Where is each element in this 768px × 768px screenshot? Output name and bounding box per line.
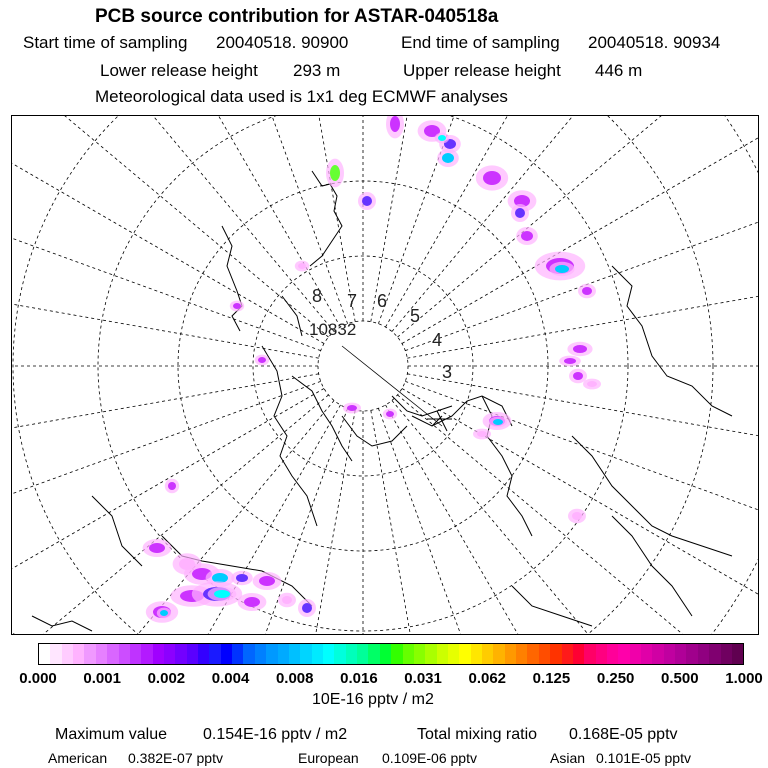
hotspot	[515, 208, 525, 218]
hotspot	[582, 287, 592, 295]
color-scale-cell	[312, 644, 323, 664]
color-scale-cell	[300, 644, 311, 664]
color-scale-cell	[278, 644, 289, 664]
pole-label: 5	[410, 306, 421, 326]
color-scale-cell	[709, 644, 720, 664]
pole-label: 4	[432, 330, 443, 350]
color-scale-cell	[414, 644, 425, 664]
color-scale-cell	[232, 644, 243, 664]
meridian-line	[12, 116, 324, 344]
meridian-line	[378, 408, 602, 635]
color-scale-cell	[403, 644, 414, 664]
hotspot	[573, 372, 583, 380]
meridian-line	[12, 116, 329, 337]
color-scale-tick-label: 0.125	[532, 670, 571, 687]
color-scale-cell	[596, 644, 607, 664]
color-scale-cell	[550, 644, 561, 664]
pole-label: 3	[442, 362, 453, 382]
meridian-line	[371, 116, 485, 322]
max-value: 0.154E-16 pptv / m2	[203, 726, 348, 743]
color-scale-cell	[641, 644, 652, 664]
hotspot	[442, 153, 454, 163]
color-scale-cell	[175, 644, 186, 664]
pole-label: 8	[312, 286, 323, 306]
color-scale-cell	[107, 644, 118, 664]
color-scale-bar	[38, 643, 744, 665]
meridian-line	[12, 374, 319, 488]
upper-release-value: 446 m	[595, 61, 643, 80]
color-scale-cell	[39, 644, 50, 664]
meridian-line	[12, 244, 319, 358]
polar-map	[11, 115, 759, 635]
color-scale-cell	[323, 644, 334, 664]
color-scale-cell	[153, 644, 164, 664]
hotspot	[298, 263, 306, 269]
lower-release-value: 293 m	[293, 61, 341, 80]
chart-title: PCB source contribution for ASTAR-040518a	[95, 6, 499, 27]
lower-release-label: Lower release height	[100, 61, 258, 80]
color-scale-cell	[357, 644, 368, 664]
upper-release-label: Upper release height	[403, 61, 561, 80]
hotspot	[347, 405, 357, 411]
start-time-value: 20040518. 90900	[216, 33, 349, 52]
color-scale-cell	[721, 644, 732, 664]
color-scale-cell	[62, 644, 73, 664]
color-scale-cell	[266, 644, 277, 664]
meridian-line	[386, 116, 714, 327]
meridian-line	[386, 405, 714, 635]
color-scale-cell	[141, 644, 152, 664]
color-scale-cell	[368, 644, 379, 664]
color-scale-cell	[698, 644, 709, 664]
hotspot	[362, 196, 372, 206]
hotspot	[477, 431, 487, 437]
color-scale-tick-label: 0.250	[596, 670, 635, 687]
color-scale-cell	[584, 644, 595, 664]
color-scale-cell	[516, 644, 527, 664]
color-scale-tick-label: 1.000	[725, 670, 763, 687]
color-scale-cell	[652, 644, 663, 664]
european-label: European	[298, 750, 359, 766]
meridian-line	[405, 381, 759, 605]
graticule	[12, 116, 759, 635]
color-scale-cell	[289, 644, 300, 664]
meridian-line	[407, 374, 759, 488]
color-scale-cell	[732, 644, 743, 664]
color-scale-tick-label: 0.001	[83, 670, 121, 687]
american-label: American	[48, 750, 108, 766]
total-mixing-label: Total mixing ratio	[417, 726, 538, 743]
color-scale-cell	[187, 644, 198, 664]
color-scale-cell	[607, 644, 618, 664]
meridian-line	[12, 116, 334, 332]
start-time-label: Start time of sampling	[23, 33, 188, 52]
hotspot	[160, 610, 168, 616]
hotspot	[555, 265, 569, 273]
color-scale-cell	[346, 644, 357, 664]
color-scale-cell	[198, 644, 209, 664]
max-value-label: Maximum value	[55, 726, 168, 743]
coastlines	[32, 171, 732, 631]
color-scale-tick-label: 0.004	[211, 670, 250, 687]
met-data-line: Meteorological data used is 1x1 deg ECMWF analyses	[95, 87, 508, 106]
color-scale-cell	[209, 644, 220, 664]
american-value: 0.382E-07 pptv	[128, 750, 223, 766]
color-scale-cell	[675, 644, 686, 664]
asian-label: Asian	[550, 750, 586, 766]
hotspot	[233, 303, 241, 309]
color-scale-cell	[84, 644, 95, 664]
color-scale-cell	[482, 644, 493, 664]
meridian-line	[13, 116, 341, 327]
hotspot	[168, 482, 176, 490]
color-scale-cell	[391, 644, 402, 664]
asian-value: 0.101E-05 pptv	[596, 750, 691, 766]
color-scale-cell	[471, 644, 482, 664]
color-scale-cell	[50, 644, 61, 664]
color-scale-cell	[664, 644, 675, 664]
color-scale-tick-label: 0.031	[404, 670, 442, 687]
hotspot	[493, 419, 503, 425]
hotspot	[236, 574, 248, 582]
color-scale-units: 10E-16 pptv / m2	[312, 691, 434, 708]
color-scale-cell	[380, 644, 391, 664]
color-scale-cell	[334, 644, 345, 664]
color-scale-cell	[243, 644, 254, 664]
end-time-value: 20040518. 90934	[588, 33, 721, 52]
hotspot	[521, 231, 533, 241]
pole-label: 6	[377, 291, 388, 311]
color-scale-cell	[618, 644, 629, 664]
european-value: 0.109E-06 pptv	[382, 750, 477, 766]
hotspot	[214, 590, 230, 598]
color-scale-cell	[459, 644, 470, 664]
total-mixing-value: 0.168E-05 pptv	[569, 726, 678, 743]
hotspot	[564, 358, 576, 364]
color-scale-cell	[573, 644, 584, 664]
color-scale-cell	[164, 644, 175, 664]
hotspot	[302, 603, 312, 613]
color-scale-cell	[73, 644, 84, 664]
color-scale-cell	[255, 644, 266, 664]
color-scale-cell	[96, 644, 107, 664]
color-scale-cell	[130, 644, 141, 664]
hotspot	[282, 596, 292, 604]
hotspot	[259, 576, 275, 586]
color-scale-tick-label: 0.002	[147, 670, 186, 687]
meridian-line	[371, 410, 485, 635]
hotspot	[573, 345, 587, 353]
color-scale-cell	[425, 644, 436, 664]
color-scale-cell	[221, 644, 232, 664]
color-scale-cell	[448, 644, 459, 664]
color-scale-tick-label: 0.500	[661, 670, 699, 687]
hotspot	[390, 116, 400, 132]
color-scale-cell	[686, 644, 697, 664]
hotspot	[572, 512, 582, 520]
hotspot	[330, 165, 340, 181]
hotspot	[438, 135, 446, 141]
color-scale-cell	[527, 644, 538, 664]
pole-labels	[309, 286, 452, 382]
color-scale-cell	[437, 644, 448, 664]
color-scale-cell	[505, 644, 516, 664]
hotspot	[386, 411, 394, 417]
hotspot	[244, 597, 260, 607]
color-scale-tick-label: 0.062	[468, 670, 507, 687]
hotspot	[587, 381, 597, 387]
hotspot	[258, 357, 266, 363]
color-scale-tick-label: 0.000	[19, 670, 57, 687]
color-scale-cell	[539, 644, 550, 664]
hotspot	[149, 543, 165, 553]
color-scale-cell	[119, 644, 130, 664]
color-scale-tick-label: 0.008	[275, 670, 314, 687]
color-scale-cell	[562, 644, 573, 664]
meridian-line	[12, 127, 321, 351]
pole-overlap-text: 10832	[309, 320, 357, 339]
color-scale-cell	[493, 644, 504, 664]
hotspot	[483, 171, 501, 185]
pole-label: 7	[347, 291, 358, 311]
color-scale-tick-label: 0.016	[340, 670, 378, 687]
color-scale-cell	[630, 644, 641, 664]
end-time-label: End time of sampling	[401, 33, 560, 52]
